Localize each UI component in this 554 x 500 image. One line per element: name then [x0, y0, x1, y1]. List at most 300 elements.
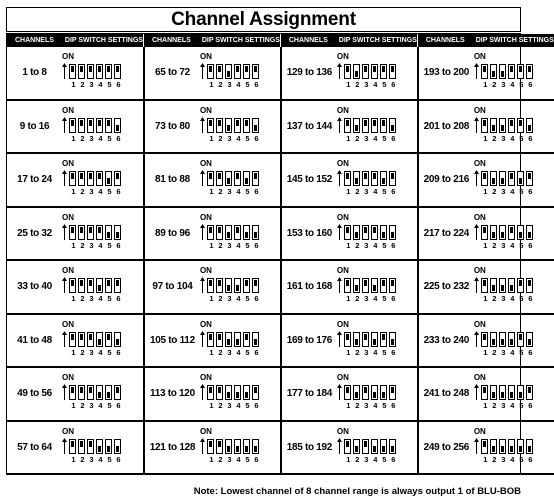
switch-numbers — [344, 187, 398, 196]
switch-slot-5 — [243, 278, 250, 293]
switch-knob — [501, 232, 504, 238]
switch-knob — [116, 446, 119, 452]
switch-number: 6 — [528, 133, 533, 143]
switch-knob — [492, 232, 495, 238]
switch-slot-6 — [114, 64, 121, 79]
switch-slots — [207, 64, 261, 79]
switch-knob — [373, 173, 376, 179]
switch-number: 3 — [501, 454, 506, 464]
switch-knob — [71, 280, 74, 286]
switch-knob — [98, 285, 101, 291]
switch-slot-3 — [225, 171, 232, 186]
switch-knob — [382, 392, 385, 398]
switch-number: 4 — [373, 294, 378, 303]
switch-slot-6 — [526, 332, 533, 347]
switch-knob — [80, 280, 83, 286]
switch-numbers — [207, 187, 261, 196]
switch-number: 6 — [116, 133, 121, 143]
switch-knob — [236, 285, 239, 291]
switch-numbers — [481, 348, 535, 357]
switch-number: 1 — [209, 133, 214, 143]
switch-number: 5 — [382, 80, 387, 89]
switch-knob — [528, 125, 531, 131]
switch-knob — [364, 441, 367, 447]
switch-slot-5 — [517, 439, 524, 454]
switch-knob — [391, 446, 394, 452]
switch-slots — [344, 64, 398, 79]
switch-number: 5 — [519, 454, 524, 464]
switch-knob — [355, 339, 358, 345]
switch-slot-4 — [371, 385, 378, 400]
switch-slot-3 — [87, 385, 94, 400]
switch-slot-6 — [114, 171, 121, 186]
switch-knob — [107, 232, 110, 238]
switch-numbers — [69, 294, 123, 303]
switch-number: 6 — [116, 454, 121, 464]
switch-number: 4 — [236, 133, 241, 143]
switch-number: 5 — [382, 133, 387, 143]
on-label: ON — [199, 266, 212, 275]
switch-slots — [207, 332, 261, 347]
switch-knob — [209, 334, 212, 340]
switch-number: 2 — [355, 80, 360, 89]
switch-slot-4 — [96, 385, 103, 400]
page-title: Channel Assignment — [6, 7, 521, 32]
switch-knob — [364, 227, 367, 233]
channels-header: CHANNELS — [15, 37, 54, 44]
switch-knob — [501, 285, 504, 291]
switch-knob — [501, 178, 504, 184]
switch-number: 2 — [492, 240, 497, 250]
dip-header: DIP SWITCH SETTINGS — [475, 37, 554, 44]
switch-number: 6 — [391, 133, 396, 143]
switch-slots — [69, 171, 123, 186]
switch-slot-5 — [105, 278, 112, 293]
switch-number: 6 — [528, 80, 533, 89]
switch-knob — [89, 120, 92, 126]
switch-numbers — [481, 294, 535, 303]
switch-number: 3 — [227, 454, 232, 464]
switch-number: 5 — [519, 240, 524, 250]
channel-range: 193 to 200 — [423, 67, 469, 79]
switch-number: 2 — [80, 240, 85, 250]
switch-knob — [364, 280, 367, 286]
switch-knob — [89, 66, 92, 72]
switch-slot-2 — [78, 385, 85, 400]
switch-knob — [510, 227, 513, 233]
switch-slot-4 — [508, 225, 515, 240]
switch-slot-5 — [517, 332, 524, 347]
switch-number: 6 — [254, 187, 259, 196]
switch-knob — [483, 227, 486, 233]
switch-slot-2 — [216, 225, 223, 240]
channel-range: 57 to 64 — [17, 441, 52, 453]
switch-knob — [245, 280, 248, 286]
switch-number: 4 — [98, 187, 103, 196]
switch-slot-6 — [252, 439, 259, 454]
channel-range: 249 to 256 — [423, 441, 469, 453]
switch-number: 1 — [71, 133, 76, 143]
switch-knob — [528, 339, 531, 345]
switch-knob — [218, 120, 221, 126]
switch-knob — [364, 387, 367, 393]
switch-number: 4 — [510, 294, 515, 303]
on-label: ON — [473, 319, 486, 329]
switch-slot-6 — [252, 64, 259, 79]
switch-number: 5 — [245, 133, 250, 143]
switch-slot-6 — [389, 278, 396, 293]
switch-knob — [89, 227, 92, 233]
switch-knob — [254, 232, 257, 238]
switch-numbers — [207, 134, 261, 143]
switch-slot-1 — [69, 118, 76, 133]
channel-range: 137 to 144 — [286, 120, 333, 132]
switch-number: 2 — [355, 187, 360, 196]
switch-knob — [519, 178, 522, 184]
switch-knob — [218, 441, 221, 447]
switch-knob — [346, 120, 349, 126]
switch-knob — [528, 173, 531, 179]
switch-number: 3 — [227, 133, 232, 143]
switch-number: 4 — [236, 240, 241, 250]
arrow-up-icon — [62, 170, 67, 186]
switch-number: 6 — [391, 80, 396, 89]
switch-number: 5 — [519, 401, 524, 410]
switch-number: 3 — [89, 187, 94, 196]
switch-number: 1 — [71, 454, 76, 464]
switch-knob — [80, 387, 83, 393]
switch-knob — [116, 232, 119, 238]
switch-slot-6 — [526, 278, 533, 293]
switch-numbers — [207, 401, 261, 410]
switch-slot-3 — [87, 64, 94, 79]
switch-knob — [71, 441, 74, 447]
switch-slot-6 — [114, 278, 121, 293]
switch-slot-1 — [344, 439, 351, 454]
channels-header: CHANNELS — [425, 37, 465, 44]
switch-knob — [245, 178, 248, 184]
switch-number: 4 — [98, 133, 103, 143]
switch-slot-5 — [517, 64, 524, 79]
switch-slots — [69, 64, 123, 79]
switch-slot-2 — [490, 385, 497, 400]
switch-knob — [346, 66, 349, 72]
switch-knob — [492, 339, 495, 345]
arrow-up-icon — [474, 117, 479, 133]
switch-slot-3 — [362, 118, 369, 133]
switch-slot-2 — [353, 171, 360, 186]
switch-knob — [245, 334, 248, 340]
switch-number: 3 — [501, 187, 506, 196]
switch-knob — [355, 178, 358, 184]
switch-numbers — [69, 241, 123, 250]
switch-number: 2 — [218, 133, 223, 143]
switch-slot-5 — [380, 439, 387, 454]
switch-knob — [355, 71, 358, 77]
switch-number: 2 — [492, 347, 497, 357]
switch-number: 4 — [373, 347, 378, 357]
switch-knob — [236, 392, 239, 398]
switch-number: 5 — [245, 401, 250, 410]
switch-knob — [528, 446, 531, 452]
switch-knob — [510, 66, 513, 72]
switch-slot-6 — [114, 225, 121, 240]
switch-number: 5 — [382, 294, 387, 303]
switch-slot-6 — [389, 385, 396, 400]
switch-knob — [71, 120, 74, 126]
switch-number: 3 — [89, 80, 94, 89]
switch-number: 4 — [373, 240, 378, 250]
switch-slot-4 — [508, 171, 515, 186]
switch-knob — [355, 285, 358, 291]
switch-knob — [218, 66, 221, 72]
switch-slot-3 — [499, 332, 506, 347]
switch-slot-3 — [225, 225, 232, 240]
switch-knob — [236, 120, 239, 126]
switch-number: 5 — [245, 294, 250, 303]
switch-slot-2 — [216, 64, 223, 79]
switch-knob — [355, 232, 358, 238]
switch-knob — [528, 387, 531, 393]
arrow-up-icon — [474, 438, 479, 454]
channel-range: 233 to 240 — [423, 334, 469, 346]
switch-number: 5 — [245, 347, 250, 357]
switch-number: 3 — [364, 347, 369, 357]
switch-knob — [391, 387, 394, 393]
switch-number: 4 — [98, 240, 103, 250]
switch-knob — [71, 387, 74, 393]
on-label: ON — [336, 319, 349, 329]
on-label: ON — [199, 373, 212, 382]
switch-knob — [391, 173, 394, 179]
switch-knob — [346, 441, 349, 447]
switch-slot-3 — [499, 278, 506, 293]
channel-cell — [280, 101, 417, 155]
switch-knob — [245, 446, 248, 452]
arrow-up-icon — [62, 117, 67, 133]
table-header-group — [7, 34, 143, 47]
switch-slots — [69, 225, 123, 240]
switch-number: 1 — [483, 347, 488, 357]
switch-number: 3 — [364, 401, 369, 410]
switch-slot-4 — [234, 332, 241, 347]
switch-slot-6 — [252, 171, 259, 186]
switch-slots — [344, 171, 398, 186]
switch-slot-5 — [105, 64, 112, 79]
switch-knob — [80, 173, 83, 179]
switch-knob — [346, 387, 349, 393]
switch-slot-6 — [389, 439, 396, 454]
switch-slot-2 — [353, 385, 360, 400]
switch-knob — [107, 178, 110, 184]
switch-number: 4 — [98, 401, 103, 410]
switch-knob — [116, 173, 119, 179]
switch-slot-6 — [526, 171, 533, 186]
switch-knob — [492, 71, 495, 77]
switch-number: 3 — [364, 240, 369, 250]
switch-number: 3 — [364, 187, 369, 196]
channel-range: 145 to 152 — [286, 174, 333, 186]
on-label: ON — [62, 159, 74, 168]
switch-slot-2 — [216, 118, 223, 133]
switch-slot-3 — [362, 278, 369, 293]
switch-knob — [218, 173, 221, 179]
switch-slot-6 — [389, 64, 396, 79]
switch-knob — [254, 280, 257, 286]
switch-slot-6 — [526, 385, 533, 400]
switch-knob — [71, 227, 74, 233]
switch-knob — [89, 387, 92, 393]
channel-range: 225 to 232 — [423, 281, 469, 293]
switch-slot-5 — [380, 278, 387, 293]
switch-knob — [209, 387, 212, 393]
switch-knob — [218, 387, 221, 393]
channel-cell — [280, 47, 417, 101]
switch-slot-4 — [508, 64, 515, 79]
switch-slot-3 — [87, 278, 94, 293]
switch-slot-5 — [105, 225, 112, 240]
switch-knob — [483, 441, 486, 447]
switch-number: 4 — [98, 347, 103, 357]
switch-number: 5 — [382, 401, 387, 410]
channel-range: 73 to 80 — [155, 120, 190, 132]
switch-knob — [245, 232, 248, 238]
switch-number: 5 — [382, 347, 387, 357]
channel-cell — [417, 261, 554, 315]
switch-number: 1 — [346, 80, 351, 89]
switch-numbers — [481, 241, 535, 250]
switch-slot-1 — [481, 332, 488, 347]
switch-number: 4 — [236, 454, 241, 464]
channel-cell — [143, 101, 280, 155]
switch-number: 4 — [373, 187, 378, 196]
switch-number: 3 — [227, 401, 232, 410]
switch-number: 6 — [254, 401, 259, 410]
switch-number: 1 — [346, 187, 351, 196]
switch-number: 5 — [107, 454, 112, 464]
switch-slot-6 — [252, 278, 259, 293]
switch-number: 1 — [209, 80, 214, 89]
switch-number: 6 — [116, 347, 121, 357]
on-label: ON — [473, 426, 486, 436]
switch-number: 3 — [89, 347, 94, 357]
switch-slot-5 — [243, 64, 250, 79]
on-label: ON — [199, 319, 212, 329]
switch-slot-4 — [371, 278, 378, 293]
switch-slot-4 — [234, 278, 241, 293]
switch-slot-1 — [481, 225, 488, 240]
channel-range: 185 to 192 — [286, 441, 333, 453]
on-label: ON — [473, 266, 486, 275]
switch-knob — [209, 441, 212, 447]
switch-number: 6 — [528, 187, 533, 196]
arrow-up-icon — [474, 170, 479, 186]
switch-knob — [355, 446, 358, 452]
switch-knob — [116, 339, 119, 345]
switch-knob — [227, 71, 230, 77]
switch-number: 3 — [89, 240, 94, 250]
switch-number: 2 — [218, 294, 223, 303]
switch-knob — [107, 334, 110, 340]
switch-number: 3 — [501, 133, 506, 143]
switch-slot-1 — [207, 278, 214, 293]
switch-slots — [344, 118, 398, 133]
switch-number: 6 — [254, 454, 259, 464]
switch-slot-1 — [69, 385, 76, 400]
switch-knob — [227, 392, 230, 398]
channel-cell — [417, 208, 554, 262]
switch-slot-5 — [380, 118, 387, 133]
switch-knob — [510, 173, 513, 179]
arrow-up-icon — [62, 277, 67, 293]
switch-knob — [519, 334, 522, 340]
channel-range: 65 to 72 — [155, 67, 190, 79]
switch-slot-2 — [490, 118, 497, 133]
switch-number: 6 — [528, 240, 533, 250]
switch-number: 4 — [236, 347, 241, 357]
channel-range: 177 to 184 — [286, 388, 333, 400]
switch-knob — [107, 120, 110, 126]
switch-slot-5 — [517, 225, 524, 240]
switch-number: 2 — [355, 454, 360, 464]
switch-numbers — [69, 455, 123, 464]
switch-slot-2 — [78, 439, 85, 454]
switch-slot-3 — [225, 332, 232, 347]
switch-knob — [382, 446, 385, 452]
switch-number: 1 — [483, 454, 488, 464]
channel-range: 169 to 176 — [286, 334, 333, 346]
switch-knob — [528, 66, 531, 72]
switch-number: 2 — [218, 401, 223, 410]
switch-slot-2 — [353, 64, 360, 79]
switch-slot-6 — [526, 225, 533, 240]
channel-cell — [7, 315, 143, 369]
switch-knob — [483, 120, 486, 126]
switch-number: 6 — [254, 347, 259, 357]
arrow-up-icon — [200, 170, 205, 186]
switch-number: 2 — [80, 347, 85, 357]
switch-number: 6 — [528, 454, 533, 464]
switch-knob — [364, 66, 367, 72]
switch-knob — [254, 339, 257, 345]
switch-knob — [391, 125, 394, 131]
on-label: ON — [473, 52, 486, 61]
switch-slot-3 — [225, 278, 232, 293]
switch-slot-3 — [87, 118, 94, 133]
switch-knob — [364, 334, 367, 340]
table-header-group — [143, 34, 280, 47]
switch-slot-1 — [481, 64, 488, 79]
switch-number: 2 — [80, 187, 85, 196]
switch-slot-2 — [353, 278, 360, 293]
channels-header: CHANNELS — [151, 37, 191, 44]
switch-number: 5 — [519, 294, 524, 303]
switch-number: 1 — [483, 401, 488, 410]
channel-cell — [280, 261, 417, 315]
switch-knob — [80, 227, 83, 233]
table-header-group — [280, 34, 417, 47]
switch-knob — [528, 232, 531, 238]
on-label: ON — [336, 373, 349, 382]
switch-number: 3 — [501, 240, 506, 250]
arrow-up-icon — [200, 331, 205, 347]
switch-slot-1 — [344, 171, 351, 186]
channel-cell — [7, 422, 143, 476]
switch-knob — [373, 392, 376, 398]
switch-knob — [373, 339, 376, 345]
switch-numbers — [481, 134, 535, 143]
switch-slot-1 — [344, 385, 351, 400]
